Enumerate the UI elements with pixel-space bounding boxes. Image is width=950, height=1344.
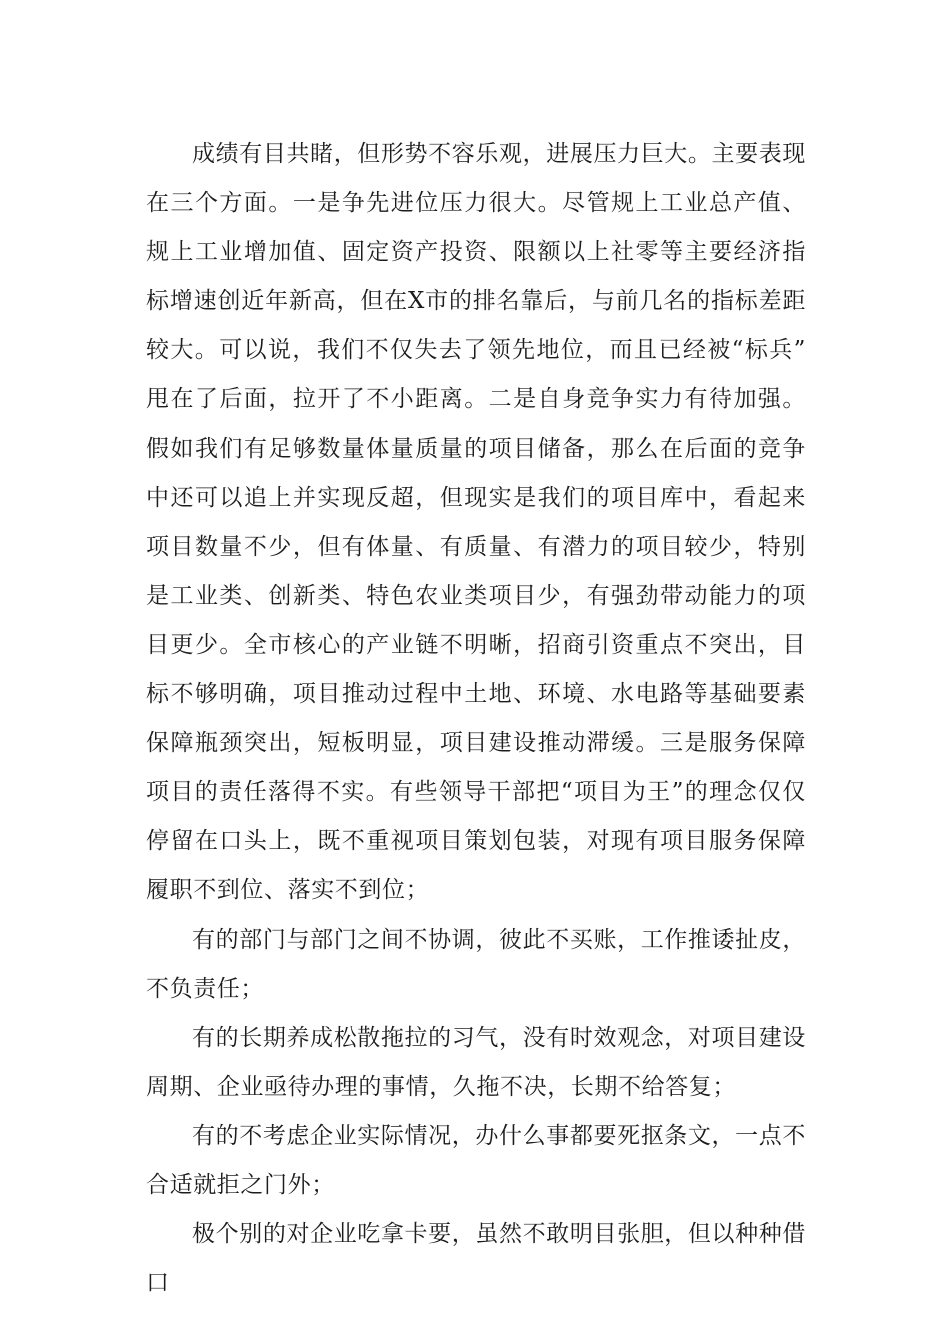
paragraph-5: 极个别的对企业吃拿卡要，虽然不敢明目张胆，但以种种借口 <box>146 1221 806 1297</box>
document-body <box>146 130 806 1308</box>
paragraph-1: 成绩有目共睹，但形势不容乐观，进展压力巨大。主要表现在三个方面。一是争先进位压力很大。尽管规上工业总产值、规上工业增加值、固定资产投资、限额以上社零等主要经济指标增速创近年新高，但在X市的排名靠后，与前几名的指标差距较大。可以说，我们不仅失去了领先地位，而且已经被“标兵”甩在了后面，拉开了不小距离。二是自身竞争实力有待加强。假如我们有足够数量体量质量的项目储备，那么在后面的竞争中还可以追上并实现反超，但现实是我们的项目库中，看起来项目数量不少，但有体量、有质量、有潜力的项目较少，特别是工业类、创新类、特色农业类项目少，有强劲带动能力的项目更少。全市核心的产业链不明晰，招商引资重点不突出，目标不够明确，项目推动过程中土地、环境、水电路等基础要素保障瓶颈突出，短板明显，项目建设推动滞缓。三是服务保障项目的责任落得不实。有些领导干部把“项目为王”的理念仅仅停留在口头上，既不重视项目策划包装，对现有项目服务保障履职不到位、落实不到位； <box>146 141 806 904</box>
paragraph-3: 有的长期养成松散拖拉的习气，没有时效观念，对项目建设周期、企业亟待办理的事情，久拖不决，长期不给答复； <box>146 1024 806 1100</box>
paragraph-4: 有的不考虑企业实际情况，办什么事都要死抠条文，一点不合适就拒之门外； <box>146 1122 806 1198</box>
paragraph-2: 有的部门与部门之间不协调，彼此不买账，工作推诿扯皮，不负责任； <box>146 926 806 1002</box>
